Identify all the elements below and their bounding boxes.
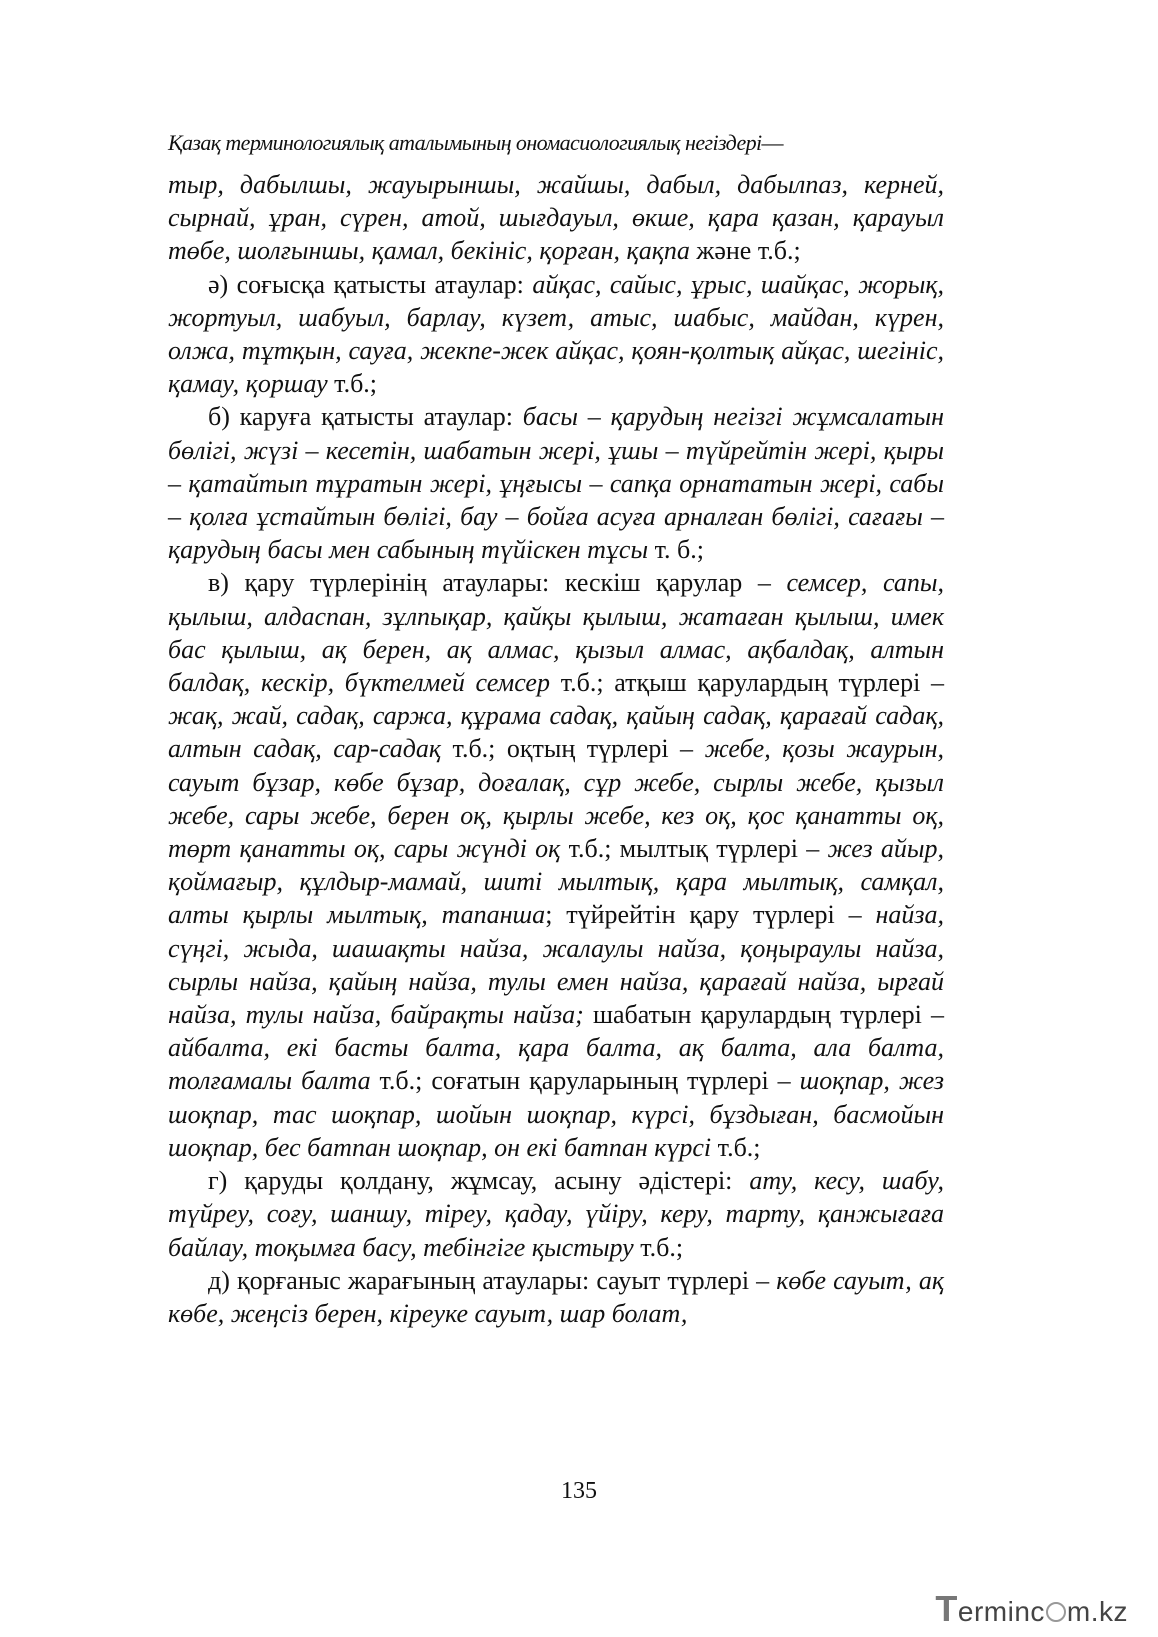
italic-term-run: жебе, қозы жаурын, сауыт бұзар, көбе бұзар, доғалақ, сұр жебе, сырлы жебе, қызыл жебе, сары жебе, берен оқ, қырлы жебе, кез оқ, қос қанатты оқ, төрт қанатты оқ, сары жүнді оқ bbox=[168, 734, 945, 864]
watermark-part-1: erminc bbox=[957, 1596, 1045, 1627]
text-run: т.б.; bbox=[711, 1132, 761, 1162]
paragraph bbox=[168, 400, 944, 566]
paragraph bbox=[168, 268, 944, 401]
text-run: в) қару түрлерінің атаулары: кескіш қарулар – bbox=[208, 568, 787, 598]
text-run: д) қорғаныс жарағының атаулары: сауыт түрлері – bbox=[208, 1265, 777, 1295]
body-text bbox=[168, 168, 944, 1330]
italic-term-run: семсер, сапы, қылыш, алдаспан, зұлпықар, қайқы қылыш, жатаған қылыш, имек бас қылыш, ақ берен, ақ алмас, қызыл алмас, ақбалдақ, алтын балдақ, кескір, бүктелмей семсер bbox=[168, 568, 944, 698]
watermark-part-2: m.kz bbox=[1066, 1596, 1128, 1627]
text-run: шабатын қарулардың түрлері – bbox=[583, 1000, 944, 1030]
globe-icon bbox=[1046, 1602, 1066, 1622]
watermark-letter: T bbox=[935, 1588, 958, 1629]
paragraph bbox=[168, 1264, 944, 1330]
running-header-title: Қазақ терминологиялық аталымының ономасиологиялық негіздері bbox=[168, 130, 762, 155]
paragraph bbox=[168, 1164, 944, 1264]
page-number: 135 bbox=[561, 1478, 597, 1504]
text-run: т. б.; bbox=[648, 535, 704, 565]
text-run: б) каруға қатысты атаулар: bbox=[208, 402, 523, 432]
italic-term-run: басы – қарудың негізгі жұмсалатын бөлігі, жүзі – кесетін, шабатын жері, ұшы – түйрейтін жері, қыры – қатайтып тұратын жері, ұңғысы – сапқа орнататын жері, сабы – қолға ұстайтын бөлігі, бау – бойға асуға арналған бөлігі, сағағы – қарудың басы мен сабының түйіскен тұсы bbox=[168, 402, 944, 565]
italic-term-run: көбе сауыт, ақ көбе, жеңсіз берен, кіреуке сауыт, шар болат, bbox=[168, 1265, 944, 1328]
italic-term-run: ату, кесу, шабу, түйреу, соғу, шаншу, тіреу, қадау, үйіру, керу, тарту, қанжығаға байлау, тоқымға басу, тебінгіге қыстыру bbox=[168, 1166, 944, 1262]
watermark-logo bbox=[935, 1588, 1128, 1630]
running-header-dash: — bbox=[761, 130, 783, 155]
text-run: және т.б.; bbox=[689, 236, 801, 266]
italic-term-run: айбалта, екі басты балта, қара балта, ақ балта, ала балта, толғамалы балта bbox=[168, 1033, 944, 1096]
text-run: т.б.; мылтық түрлері – bbox=[560, 834, 828, 864]
text-run: т.б.; bbox=[633, 1232, 684, 1262]
text-run: ә) соғысқа қатысты атаулар: bbox=[208, 269, 533, 299]
italic-term-run: жақ, жай, садақ, саржа, құрама садақ, қайың садақ, қарағай садақ, алтын садақ, сар-садақ bbox=[168, 701, 944, 764]
paragraph bbox=[168, 168, 944, 268]
text-run: т.б.; bbox=[327, 369, 378, 399]
italic-term-run: жез айыр, қоймағыр, құлдыр-мамай, шиті мылтық, қара мылтық, самқал, алты қырлы мылтық, тапанша bbox=[168, 834, 944, 930]
text-run: т.б.; оқтың түрлері – bbox=[441, 734, 705, 764]
text-run: г) қаруды қолдану, жұмсау, асыну әдістері: bbox=[208, 1166, 750, 1196]
text-run: т.б.; соғатын қаруларының түрлері – bbox=[370, 1066, 800, 1096]
text-run: ; түйрейтін қару түрлері – bbox=[545, 900, 876, 930]
italic-term-run: найза, сүңгі, жыда, шашақты найза, жалаулы найза, қоңыраулы найза, сырлы найза, қайың найза, тулы емен найза, қарағай найза, ырғай найза, тулы найза, байрақты найза; bbox=[168, 900, 944, 1030]
italic-term-run: тыр, дабылшы, жауырыншы, жайшы, дабыл, дабылпаз, керней, сырнай, ұран, сүрен, атой, шығдауыл, өкше, қара қазан, қарауыл төбе, шолғыншы, қамал, бекініс, қорған, қақпа bbox=[168, 170, 944, 266]
text-run: т.б.; атқыш қарулардың түрлері – bbox=[549, 668, 945, 698]
paragraph bbox=[168, 566, 944, 1164]
italic-term-run: айқас, сайыс, ұрыс, шайқас, жорық, жортуыл, шабуыл, барлау, күзет, атыс, шабыс, майдан, күрен, олжа, тұтқын, сауға, жекпе-жек айқас, қоян-қолтық айқас, шегініс, қамау, қоршау bbox=[168, 269, 944, 399]
running-header bbox=[168, 130, 958, 156]
italic-term-run: шоқпар, жез шоқпар, тас шоқпар, шойын шоқпар, күрсі, бұздыған, басмойын шоқпар, бес батпан шоқпар, он екі батпан күрсі bbox=[168, 1066, 944, 1162]
